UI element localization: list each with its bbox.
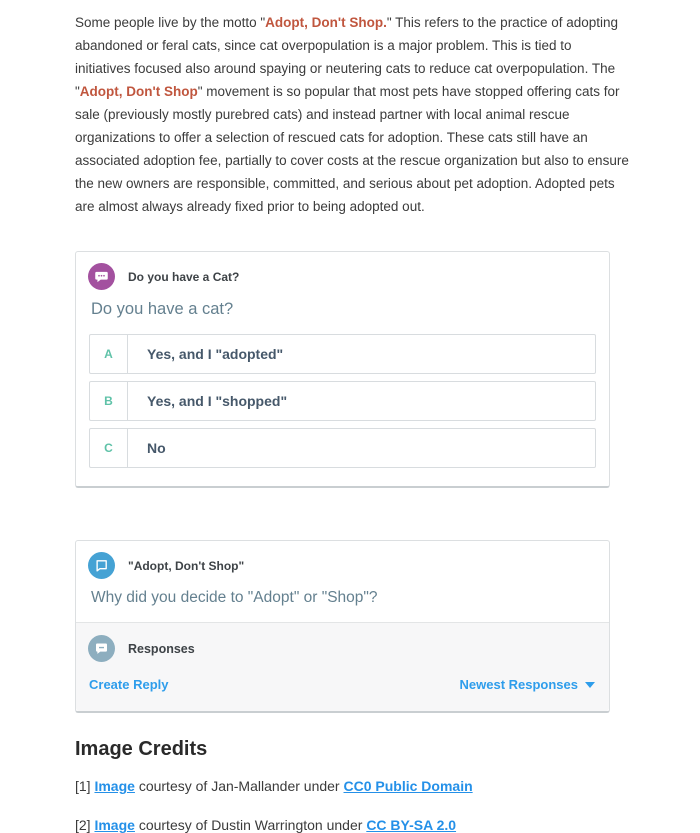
credit-license-link[interactable]: CC0 Public Domain (343, 778, 473, 794)
discussion-widget (75, 540, 610, 713)
discussion-prompt: Why did you decide to "Adopt" or "Shop"? (91, 589, 378, 606)
option-text: Yes, and I "shopped" (147, 393, 288, 409)
credit-text: courtesy of Dustin Warrington under (134, 817, 367, 833)
credit-text: courtesy of Jan-Mallander under (134, 778, 344, 794)
sort-responses-dropdown[interactable] (460, 677, 596, 692)
option-text: Yes, and I "adopted" (147, 346, 284, 362)
responses-section (76, 622, 609, 711)
discussion-title: "Adopt, Don't Shop" (128, 558, 245, 573)
credit-line-1 (75, 778, 627, 794)
chevron-down-icon (585, 682, 595, 688)
quiz-question: Do you have a cat? (91, 300, 234, 318)
credit-image-link[interactable]: Image (94, 778, 135, 794)
quiz-title: Do you have a Cat? (128, 269, 240, 284)
intro-text-segment: " This refers to the practice of adopting abandoned or feral cats, since cat overpopulation is a major problem. This is tied to initiatives focused also around spaying or neutering cats to reduce cat overpopulation. The " (75, 15, 619, 99)
intro-text-segment: " movement is so popular that most pets have stopped offering cats for sale (previously mostly purebred cats) and instead partner with local animal rescue organizations to offer a selection of rescued cats for adoption. These cats still have an associated adoption fee, partially to cover costs at the rescue organization but also to ensure the new owners are responsible, committed, and serious about pet adoption. Adopted pets are almost always already fixed prior to being adopted out. (75, 84, 629, 214)
responses-header (76, 623, 609, 662)
quiz-widget-header (76, 252, 609, 290)
credit-line-2 (75, 817, 627, 833)
intro-text-segment: Some people live by the motto " (75, 15, 266, 30)
option-letter: A (90, 335, 128, 373)
responses-actions (76, 662, 609, 692)
quiz-option-a[interactable] (89, 334, 596, 374)
responses-speech-bubble-icon (88, 635, 115, 662)
intro-paragraph (75, 11, 629, 218)
quiz-widget (75, 251, 610, 488)
discussion-widget-header (76, 541, 609, 579)
image-credits-heading: Image Credits (75, 738, 208, 760)
responses-label: Responses (128, 641, 195, 656)
credit-image-link[interactable]: Image (94, 817, 135, 833)
sort-responses-label: Newest Responses (459, 677, 578, 692)
discussion-speech-bubble-icon (88, 552, 115, 579)
credit-index: [2] (75, 817, 95, 833)
adopt-dont-shop-emphasis: Adopt, Don't Shop. (265, 15, 387, 30)
option-text: No (147, 440, 166, 456)
adopt-dont-shop-emphasis: Adopt, Don't Shop (79, 84, 198, 99)
quiz-option-b[interactable] (89, 381, 596, 421)
option-letter: C (90, 429, 128, 467)
create-reply-link[interactable]: Create Reply (89, 677, 169, 692)
credit-license-link[interactable]: CC BY-SA 2.0 (366, 817, 457, 833)
option-letter: B (90, 382, 128, 420)
credit-index: [1] (75, 778, 95, 794)
quiz-option-c[interactable] (89, 428, 596, 468)
poll-speech-bubble-icon (88, 263, 115, 290)
